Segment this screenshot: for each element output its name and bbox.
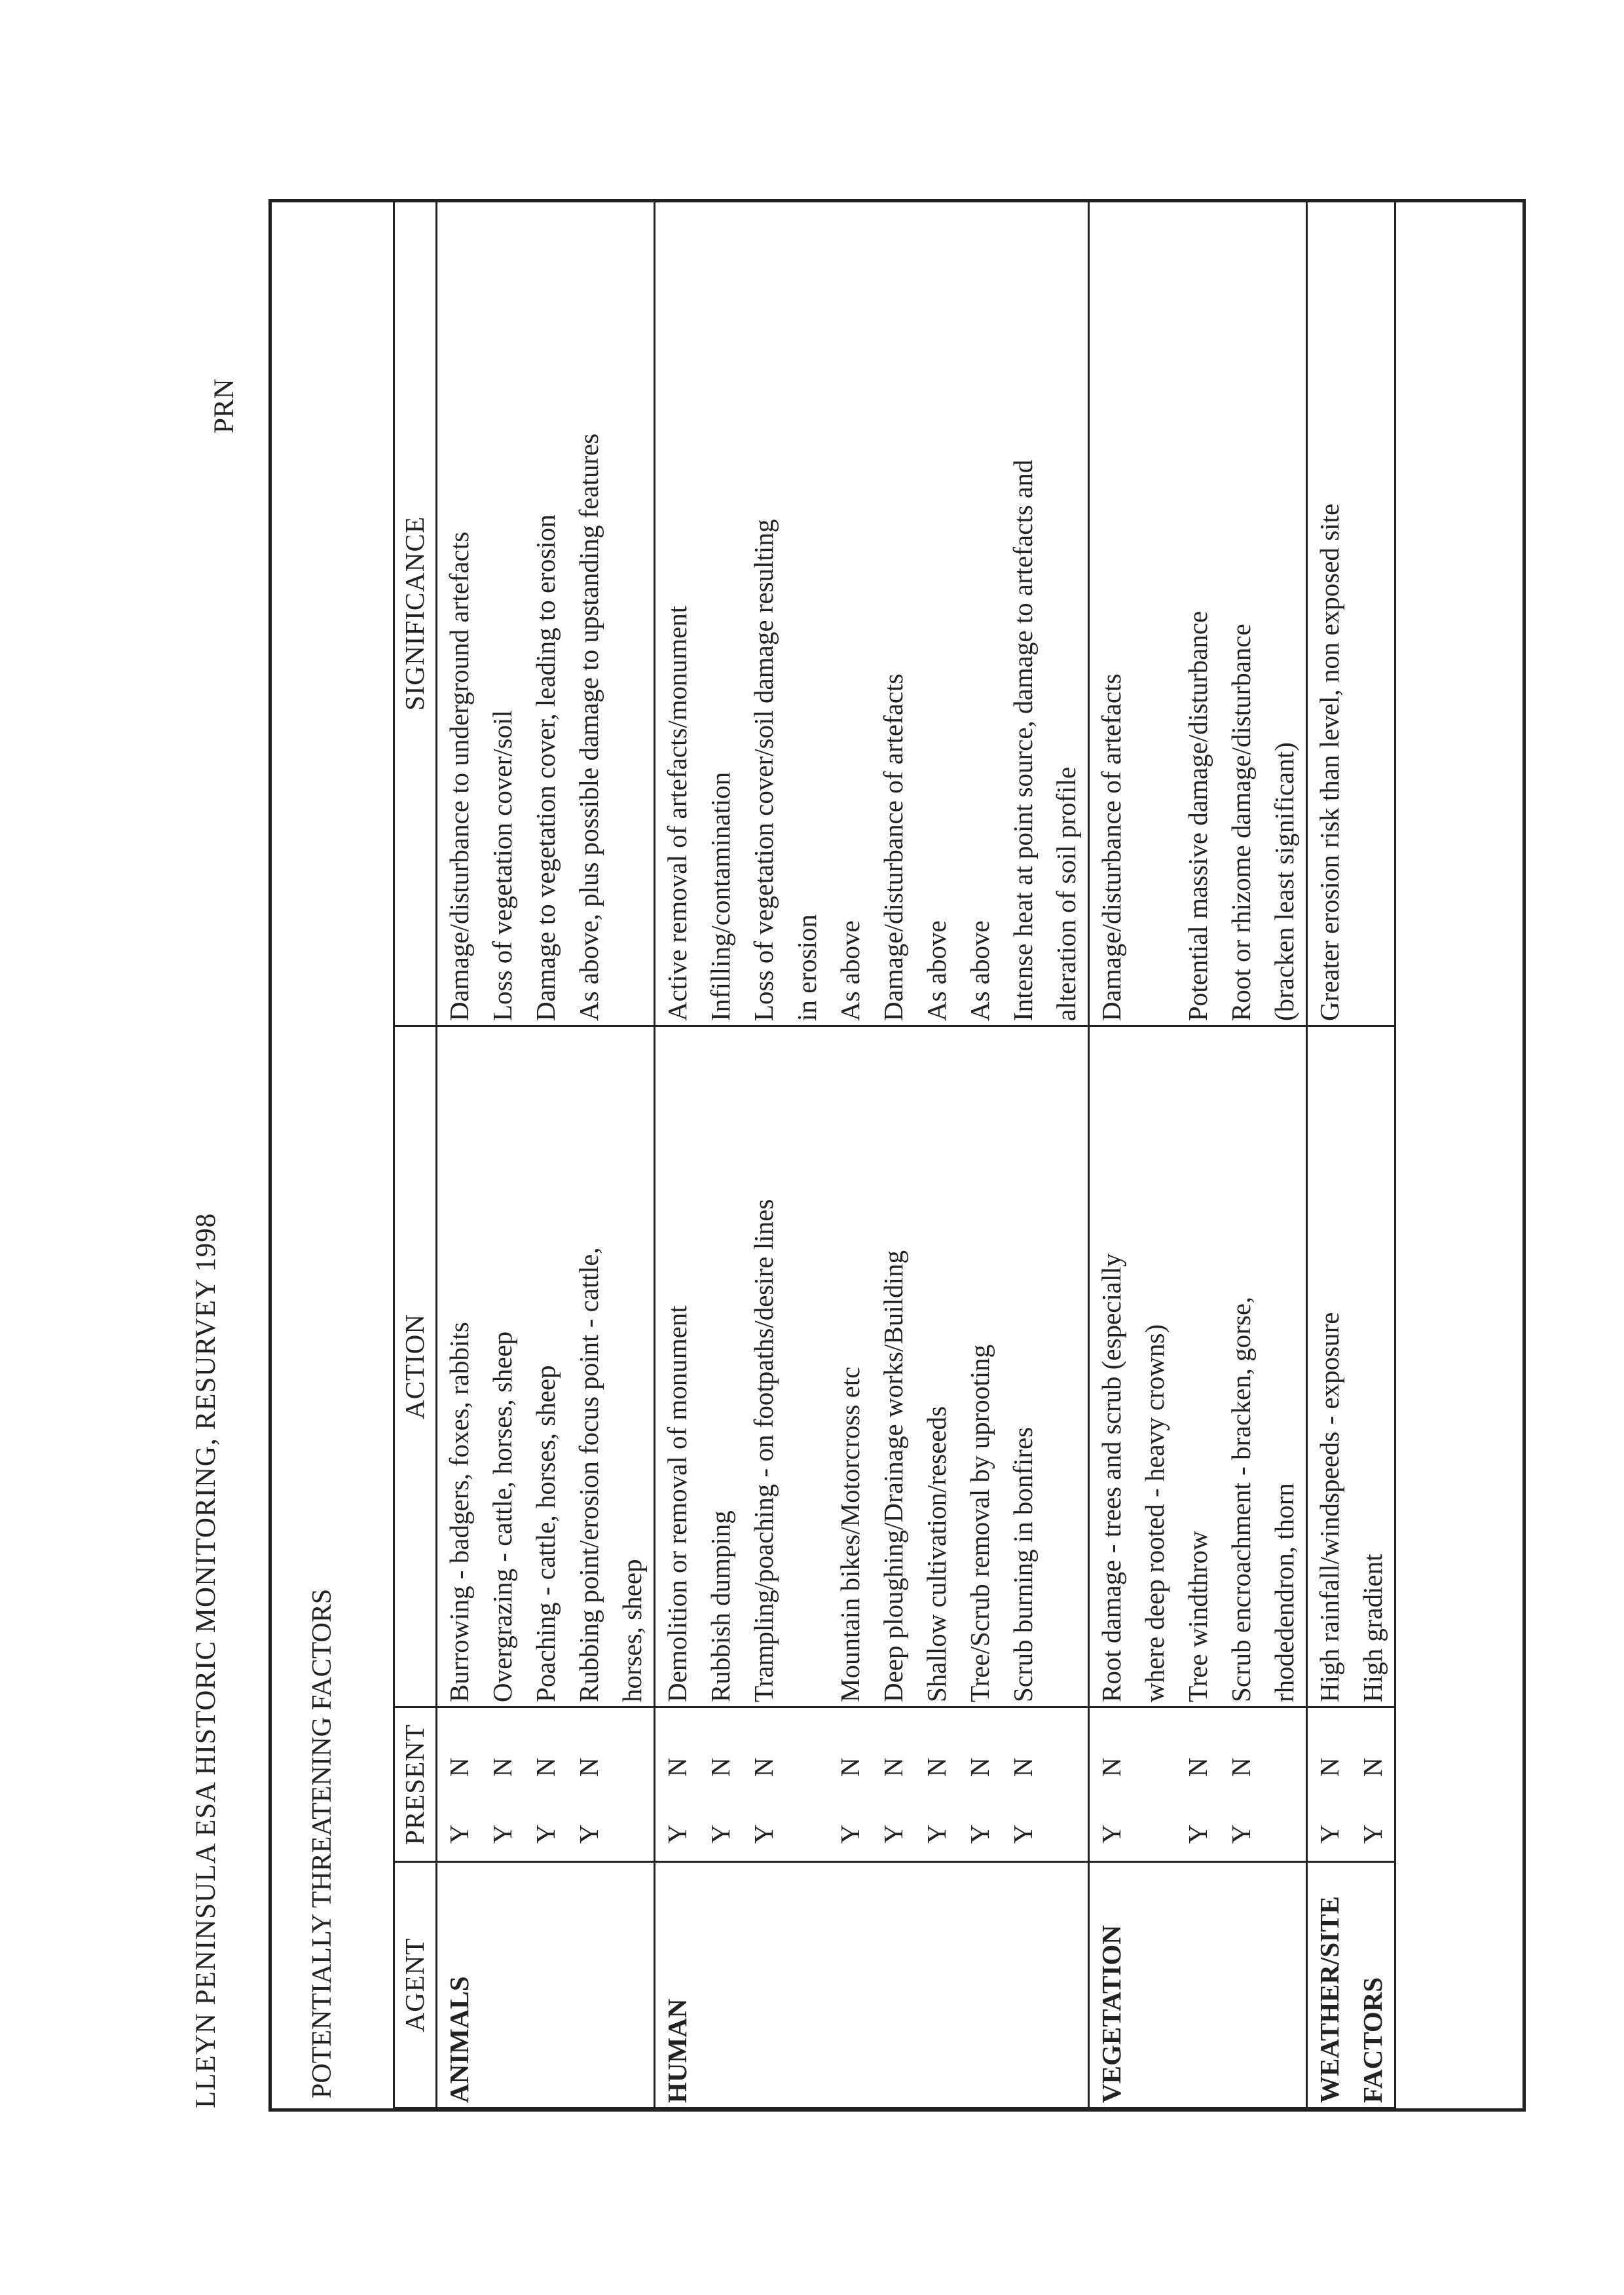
column-header-present: PRESENT <box>394 1707 437 1862</box>
significance-line: Loss of vegetation cover/soil damage resulting <box>748 519 779 1021</box>
significance-line: As above <box>921 920 951 1021</box>
yes-mark: Y <box>965 1824 995 1844</box>
action-cell <box>437 1026 655 1707</box>
action-line: where deep rooted - heavy crowns) <box>1139 1324 1170 1702</box>
action-line: Burrowing - badgers, foxes, rabbits <box>444 1322 474 1702</box>
significance-line: Greater erosion risk than level, non exposed site <box>1314 503 1344 1021</box>
no-mark: N <box>878 1757 908 1777</box>
significance-line: Damage/disturbance of artefacts <box>1096 673 1126 1021</box>
action-line: Shallow cultivation/reseeds <box>921 1406 951 1702</box>
significance-line: Active removal of artefacts/monument <box>662 605 692 1021</box>
significance-cell <box>655 201 1089 1026</box>
present-pair <box>481 1712 524 1857</box>
significance-line: (bracken least significant) <box>1269 742 1299 1021</box>
agent-cell <box>437 1862 655 2108</box>
significance-line: Loss of vegetation cover/soil <box>487 710 517 1021</box>
present-pair <box>958 1712 1001 1857</box>
no-mark: N <box>487 1757 517 1777</box>
significance-cell <box>1307 201 1395 1026</box>
agent-label: WEATHER/SITE <box>1314 1896 1344 2103</box>
significance-line: Infilling/contamination <box>705 772 735 1021</box>
no-mark: N <box>1357 1757 1388 1777</box>
row-spacer <box>1133 206 1176 1021</box>
table-row-human <box>655 201 1089 2108</box>
present-cell <box>437 1707 655 1862</box>
yes-mark: Y <box>1008 1824 1038 1844</box>
action-line: Root damage - trees and scrub (especially <box>1096 1253 1126 1702</box>
yes-mark: Y <box>878 1824 908 1844</box>
yes-mark: Y <box>1226 1824 1256 1844</box>
agent-cell <box>1307 1862 1395 2108</box>
no-mark: N <box>662 1757 692 1777</box>
significance-line: As above <box>835 920 865 1021</box>
no-mark: N <box>1226 1757 1256 1777</box>
yes-mark: Y <box>487 1824 517 1844</box>
yes-mark: Y <box>662 1824 692 1844</box>
significance-line: As above <box>965 920 995 1021</box>
significance-line: alteration of soil profile <box>1051 766 1081 1021</box>
significance-line: Root or rhizome damage/disturbance <box>1226 624 1256 1021</box>
row-spacer <box>785 1712 828 1857</box>
action-line: Tree windthrow <box>1183 1531 1213 1702</box>
yes-mark: Y <box>1096 1824 1126 1844</box>
table-header-row <box>394 201 437 2108</box>
present-pair <box>524 1712 567 1857</box>
yes-mark: Y <box>1314 1824 1344 1844</box>
no-mark: N <box>444 1757 474 1777</box>
significance-cell <box>437 201 655 1026</box>
yes-mark: Y <box>1357 1824 1388 1844</box>
no-mark: N <box>574 1757 604 1777</box>
agent-label: ANIMALS <box>444 1976 474 2103</box>
present-pair <box>1351 1712 1394 1857</box>
present-pair <box>437 1712 481 1857</box>
table-row-weather <box>1307 201 1395 2108</box>
no-mark: N <box>705 1757 735 1777</box>
column-header-action: ACTION <box>394 1026 437 1707</box>
agent-cell <box>655 1862 1089 2108</box>
action-cell <box>1307 1026 1395 1707</box>
action-line: rhodedendron, thorn <box>1269 1483 1299 1702</box>
action-line: Demolition or removal of monument <box>662 1305 692 1702</box>
action-line: High gradient <box>1357 1554 1388 1702</box>
present-pair <box>1219 1712 1263 1857</box>
significance-line: Damage/disturbance of artefacts <box>878 673 908 1021</box>
yes-mark: Y <box>705 1824 735 1844</box>
action-line: Scrub encroachment - bracken, gorse, <box>1226 1296 1256 1702</box>
action-line: Overgrazing - cattle, horses, sheep <box>487 1331 517 1702</box>
document-title: LLEYN PENINSULA ESA HISTORIC MONITORING, RESURVEY 1998 <box>191 1212 221 2108</box>
significance-line: Potential massive damage/disturbance <box>1183 610 1213 1021</box>
action-line: Mountain bikes/Motorcross etc <box>835 1366 865 1702</box>
agent-cell <box>1089 1862 1307 2108</box>
action-line: Deep ploughing/Drainage works/Building <box>878 1250 908 1702</box>
yes-mark: Y <box>921 1824 951 1844</box>
column-header-agent: AGENT <box>394 1862 437 2108</box>
action-line: Tree/Scrub removal by uprooting <box>965 1344 995 1702</box>
significance-cell <box>1089 201 1307 1026</box>
table-title: POTENTIALLY THREATENING FACTORS <box>307 1588 337 2099</box>
present-cell <box>1307 1707 1395 1862</box>
action-line: horses, sheep <box>617 1559 647 1702</box>
yes-mark: Y <box>444 1824 474 1844</box>
action-line: Trampling/poaching - on footpaths/desire lines <box>748 1199 779 1702</box>
agent-label: HUMAN <box>662 1998 692 2103</box>
present-pair <box>1001 1712 1044 1857</box>
row-spacer <box>1133 1712 1176 1857</box>
table-row-animals <box>437 201 655 2108</box>
column-header-significance: SIGNIFICANCE <box>394 201 437 1026</box>
present-pair <box>699 1712 742 1857</box>
yes-mark: Y <box>1183 1824 1213 1844</box>
no-mark: N <box>748 1757 779 1777</box>
agent-label: FACTORS <box>1357 1977 1388 2103</box>
action-line: Scrub burning in bonfires <box>1008 1427 1038 1702</box>
action-line: Poaching - cattle, horses, sheep <box>530 1365 561 1702</box>
action-cell <box>1089 1026 1307 1707</box>
present-pair <box>1176 1712 1219 1857</box>
present-cell <box>655 1707 1089 1862</box>
action-line: High rainfall/windspeeds - exposure <box>1314 1312 1344 1702</box>
no-mark: N <box>1183 1757 1213 1777</box>
row-spacer <box>785 1031 828 1702</box>
no-mark: N <box>921 1757 951 1777</box>
action-cell <box>655 1026 1089 1707</box>
present-pair <box>1090 1712 1133 1857</box>
significance-line: in erosion <box>792 914 822 1021</box>
no-mark: N <box>530 1757 561 1777</box>
present-pair <box>1308 1712 1351 1857</box>
yes-mark: Y <box>530 1824 561 1844</box>
yes-mark: Y <box>835 1824 865 1844</box>
significance-line: Damage to vegetation cover, leading to erosion <box>530 514 561 1021</box>
present-cell <box>1089 1707 1307 1862</box>
no-mark: N <box>965 1757 995 1777</box>
threats-table <box>393 200 1396 2109</box>
action-line: Rubbing point/erosion focus point - cattle, <box>574 1247 604 1702</box>
no-mark: N <box>1096 1757 1126 1777</box>
present-pair <box>872 1712 915 1857</box>
agent-label: VEGETATION <box>1096 1925 1126 2103</box>
no-mark: N <box>1314 1757 1344 1777</box>
significance-line: As above, plus possible damage to upstanding features <box>574 433 604 1021</box>
action-line: Rubbish dumping <box>705 1510 735 1702</box>
no-mark: N <box>835 1757 865 1777</box>
prn-label: PRN <box>209 379 240 434</box>
present-pair <box>742 1712 785 1857</box>
present-pair <box>828 1712 872 1857</box>
significance-line: Intense heat at point source, damage to artefacts and <box>1008 459 1038 1021</box>
present-pair <box>915 1712 958 1857</box>
yes-mark: Y <box>748 1824 779 1844</box>
table-row-vegetation <box>1089 201 1307 2108</box>
yes-mark: Y <box>574 1824 604 1844</box>
no-mark: N <box>1008 1757 1038 1777</box>
present-pair <box>567 1712 610 1857</box>
significance-line: Damage/disturbance to underground artefacts <box>444 531 474 1021</box>
present-pair <box>655 1712 699 1857</box>
